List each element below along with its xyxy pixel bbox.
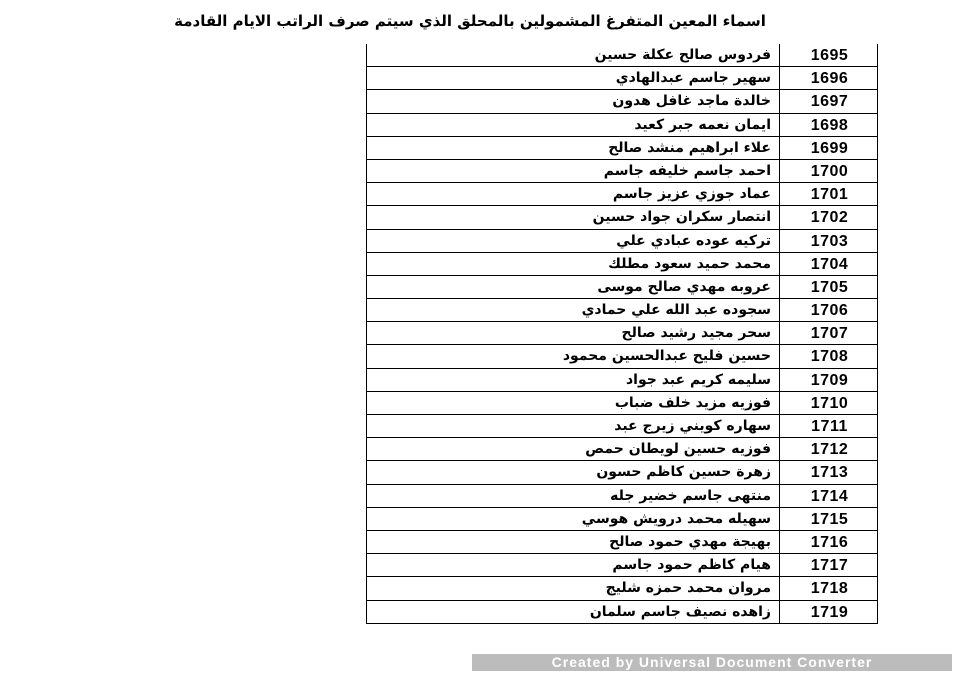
table-row [367,67,877,90]
employee-name: حسين فليح عبدالحسين محمود [562,348,771,365]
employee-name: بهيجة مهدي حمود صالح [609,533,771,550]
table-row [367,369,877,392]
serial-number: 1701 [810,186,849,204]
employee-name: انتصار سكران جواد حسين [592,209,771,226]
table-row [367,322,877,345]
serial-number: 1715 [810,510,849,528]
serial-number: 1709 [810,371,849,389]
serial-number: 1706 [810,302,849,320]
employee-name: سجوده عبد الله علي حمادي [581,302,771,319]
table-row [367,461,877,484]
employee-name: منتهى جاسم خضير جله [610,487,771,504]
table-row [367,392,877,415]
employee-name: سهير جاسم عبدالهادي [615,70,771,87]
table-row [367,183,877,206]
serial-number: 1712 [810,441,849,459]
table-row [367,114,877,137]
serial-number: 1710 [810,394,849,412]
serial-number: 1714 [810,487,849,505]
serial-number: 1705 [810,278,849,296]
table-row [367,508,877,531]
employee-name: سهاره كويني زيرج عبد [614,418,771,434]
employee-name: ايمان نعمه جبر كعيد [634,116,771,133]
serial-number: 1702 [810,209,849,227]
table-row [367,137,877,160]
serial-number: 1704 [810,255,849,273]
serial-number: 1699 [810,139,849,157]
employee-name: سحر مجيد رشيد صالح [621,325,771,342]
employee-name: عماد جوزي عزيز جاسم [612,186,771,203]
table-row [367,276,877,299]
employee-name: فردوس صالح عكلة حسين [594,47,771,63]
table-row [367,415,877,438]
table-row [367,90,877,113]
serial-number: 1708 [810,348,849,366]
employee-name: سهيله محمد درويش هوسي [581,510,771,527]
serial-number: 1707 [810,325,849,343]
employee-name: فوزيه حسين لويطان حمص [585,441,771,458]
serial-number: 1703 [810,232,849,250]
employee-name: علاء ابراهيم منشد صالح [608,139,771,156]
employee-name: هيام كاظم حمود جاسم [612,557,771,574]
employee-name: محمد حميد سعود مطلك [608,255,771,272]
serial-number: 1717 [810,557,849,575]
employee-name: فوزيه مزيد خلف ضباب [614,394,771,411]
table-row [367,253,877,276]
employee-name: مروان محمد حمزه شليج [605,580,771,597]
serial-number: 1716 [810,533,849,551]
table-row [367,44,877,67]
serial-number: 1697 [810,93,849,111]
table-row [367,160,877,183]
serial-number: 1696 [810,70,849,88]
serial-number: 1718 [810,580,849,598]
roster-table [366,44,878,624]
table-row [367,485,877,508]
employee-name: تركيه عوده عبادي علي [616,232,771,249]
employee-name: احمد جاسم خليفه جاسم [603,162,771,179]
table-row [367,438,877,461]
table-row [367,577,877,600]
table-row [367,345,877,368]
document-title: اسماء المعين المتفرغ المشمولين بالمحلق الذي سيتم صرف الراتب الايام القادمة [174,12,766,30]
serial-number: 1713 [810,464,849,482]
table-row [367,554,877,577]
table-row [367,601,877,624]
employee-name: خالدة ماجد غافل هدون [612,93,771,110]
table-row [367,206,877,229]
converter-watermark: Created by Universal Document Converter [472,654,952,671]
table-row [367,230,877,253]
serial-number: 1698 [810,116,849,134]
serial-number: 1711 [811,418,848,435]
employee-name: سليمه كريم عبد جواد [626,371,771,388]
table-row [367,299,877,322]
serial-number: 1700 [810,162,849,180]
serial-number: 1695 [810,47,849,64]
table-row [367,531,877,554]
employee-name: زاهده نصيف جاسم سلمان [589,603,771,620]
employee-name: زهرة حسين كاظم حسون [596,464,771,481]
serial-number: 1719 [810,603,849,621]
employee-name: عروبه مهدي صالح موسى [597,278,771,295]
